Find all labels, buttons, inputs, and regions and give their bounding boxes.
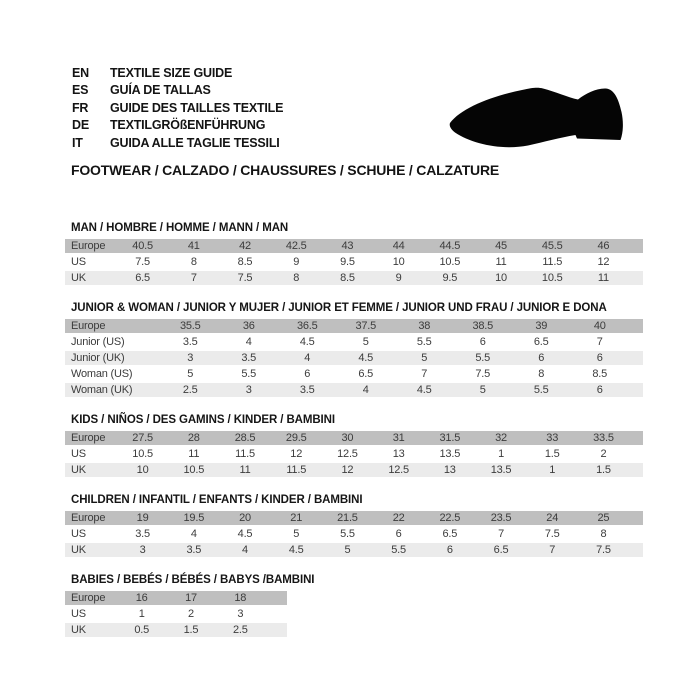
- size-cell: 28: [187, 432, 200, 444]
- size-cell: 1.5: [544, 448, 560, 460]
- size-cell: 6: [596, 352, 603, 364]
- size-cell: 5: [479, 384, 486, 396]
- section-children: [65, 494, 643, 557]
- row-label: US: [71, 528, 86, 540]
- size-cell: 8: [293, 272, 300, 284]
- size-cell: 5.5: [533, 384, 549, 396]
- size-row-europe: [65, 239, 643, 253]
- size-cell: 32: [495, 432, 507, 444]
- size-cell: 7.5: [237, 272, 253, 284]
- size-cell: 10.5: [183, 464, 205, 476]
- size-cell: 46: [597, 240, 610, 252]
- size-cell: 12: [597, 256, 610, 268]
- size-cell: 43: [341, 240, 354, 252]
- row-label: Woman (UK): [71, 384, 133, 396]
- lang-text: GUÍA DE TALLAS: [110, 83, 211, 98]
- size-cell: 4.5: [416, 384, 432, 396]
- size-cell: 6: [395, 528, 402, 540]
- size-cell: 2.5: [182, 384, 198, 396]
- lang-text: GUIDE DES TAILLES TEXTILE: [110, 100, 284, 115]
- lang-code: IT: [72, 135, 83, 150]
- size-cell: 1: [549, 464, 556, 476]
- size-cell: 29.5: [285, 432, 307, 444]
- size-cell: 8: [600, 528, 607, 540]
- size-cell: 9: [293, 256, 300, 268]
- size-cell: 12.5: [388, 464, 409, 476]
- size-cell: 5.5: [475, 352, 491, 364]
- size-cell: 3.5: [182, 336, 198, 348]
- size-cell: 0.5: [134, 624, 150, 636]
- size-tables: [65, 222, 643, 654]
- size-cell: 8.5: [592, 368, 608, 380]
- size-cell: 9.5: [340, 256, 355, 268]
- size-cell: 8.5: [340, 272, 355, 284]
- lang-line-de: [72, 117, 283, 135]
- size-cell: 16: [135, 592, 148, 604]
- size-cell: 40: [593, 320, 606, 332]
- size-cell: 41: [187, 240, 200, 252]
- size-cell: 7.5: [135, 256, 150, 268]
- size-table-babies: [65, 591, 287, 637]
- size-cell: 1: [498, 448, 504, 460]
- size-cell: 2: [188, 608, 194, 620]
- lang-line-en: [72, 64, 283, 82]
- section-babies: [65, 574, 643, 637]
- size-cell: 9: [395, 272, 402, 284]
- lang-code: EN: [72, 65, 89, 80]
- row-label: Europe: [71, 320, 106, 332]
- size-cell: 7: [190, 272, 197, 284]
- size-cell: 33.5: [593, 432, 614, 444]
- size-cell: 4.5: [288, 544, 304, 556]
- row-label: Europe: [71, 512, 106, 524]
- row-label: US: [71, 256, 86, 268]
- size-cell: 11: [188, 448, 200, 460]
- size-cell: 4: [190, 528, 197, 540]
- size-cell: 39: [535, 320, 548, 332]
- size-row-europe: [65, 431, 643, 445]
- size-row-europe: [65, 511, 643, 525]
- size-cell: 10.5: [439, 256, 461, 268]
- section-title-kids: KIDS / NIÑOS / DES GAMINS / KINDER / BAMBINI: [71, 414, 335, 426]
- size-row-woman-us: [65, 367, 643, 381]
- size-cell: 21: [290, 512, 303, 524]
- size-cell: 45.5: [541, 240, 563, 252]
- size-table-children: [65, 511, 643, 557]
- size-cell: 3: [187, 352, 194, 364]
- size-cell: 1: [138, 608, 145, 620]
- size-cell: 10: [392, 256, 405, 268]
- size-table-junior-woman: [65, 319, 643, 397]
- size-cell: 6: [596, 384, 603, 396]
- size-cell: 8: [190, 256, 197, 268]
- row-label: UK: [71, 544, 86, 556]
- category-title: FOOTWEAR / CALZADO / CHAUSSURES / SCHUHE / CALZATURE: [71, 162, 500, 178]
- size-cell: 12: [341, 464, 354, 476]
- size-cell: 9.5: [442, 272, 458, 284]
- language-title-block: [72, 64, 283, 152]
- row-label: Junior (US): [71, 336, 125, 348]
- lang-text: TEXTILGRÖßENFÜHRUNG: [110, 118, 266, 133]
- size-cell: 42: [239, 240, 251, 252]
- size-cell: 11: [597, 272, 609, 284]
- lang-text: TEXTILE SIZE GUIDE: [110, 65, 233, 80]
- size-cell: 3: [245, 384, 252, 396]
- size-cell: 5: [362, 336, 369, 348]
- size-cell: 6.5: [493, 544, 509, 556]
- size-cell: 4: [242, 544, 248, 556]
- size-cell: 28.5: [234, 432, 256, 444]
- size-cell: 19.5: [183, 512, 205, 524]
- row-label: Europe: [71, 592, 106, 604]
- size-cell: 7: [596, 336, 603, 348]
- section-title-children: CHILDREN / INFANTIL / ENFANTS / KINDER / BAMBINI: [71, 494, 363, 506]
- row-label: UK: [71, 624, 86, 636]
- size-cell: 7.5: [596, 544, 611, 556]
- size-cell: 3: [237, 608, 244, 620]
- size-cell: 2.5: [232, 624, 248, 636]
- section-title-babies: BABIES / BEBÉS / BÉBÉS / BABYS /BAMBINI: [71, 574, 315, 586]
- row-label: US: [71, 608, 86, 620]
- size-cell: 13.5: [490, 464, 512, 476]
- size-cell: 42.5: [285, 240, 307, 252]
- size-cell: 8: [538, 368, 545, 380]
- size-cell: 44.5: [439, 240, 461, 252]
- size-cell: 4.5: [299, 336, 315, 348]
- size-cell: 24: [546, 512, 559, 524]
- size-cell: 31.5: [439, 432, 461, 444]
- size-row-us: [65, 607, 287, 621]
- size-cell: 2: [600, 448, 607, 460]
- row-label: Woman (US): [71, 368, 133, 380]
- size-cell: 6.5: [135, 272, 150, 284]
- size-cell: 10: [495, 272, 507, 284]
- size-row-woman-uk: [65, 383, 643, 397]
- size-cell: 44: [392, 240, 405, 252]
- size-cell: 4: [245, 336, 252, 348]
- size-cell: 23.5: [490, 512, 512, 524]
- size-cell: 5.5: [340, 528, 355, 540]
- row-label: Europe: [71, 432, 106, 444]
- section-man: [65, 222, 643, 285]
- size-cell: 25: [597, 512, 610, 524]
- size-cell: 12: [290, 448, 303, 460]
- size-cell: 19: [136, 512, 149, 524]
- size-cell: 5.5: [416, 336, 432, 348]
- size-row-junior-us: [65, 335, 643, 349]
- size-cell: 12.5: [337, 448, 358, 460]
- size-cell: 11: [495, 256, 507, 268]
- size-cell: 13: [392, 448, 405, 460]
- size-cell: 8.5: [237, 256, 253, 268]
- section-kids: [65, 414, 643, 477]
- row-label: US: [71, 448, 86, 460]
- row-label: Junior (UK): [71, 352, 125, 364]
- size-table-man: [65, 239, 643, 285]
- size-cell: 7: [421, 368, 428, 380]
- size-cell: 6.5: [358, 368, 374, 380]
- size-cell: 33: [546, 432, 559, 444]
- size-cell: 10.5: [541, 272, 563, 284]
- size-cell: 5: [421, 352, 428, 364]
- size-cell: 20: [239, 512, 251, 524]
- shoe-silhouette-icon: [447, 62, 657, 154]
- size-cell: 5: [344, 544, 351, 556]
- size-cell: 6: [479, 336, 486, 348]
- size-row-uk: [65, 271, 643, 285]
- lang-code: ES: [72, 83, 89, 98]
- size-cell: 38: [418, 320, 431, 332]
- size-cell: 13.5: [439, 448, 461, 460]
- lang-line-es: [72, 82, 283, 100]
- lang-code: DE: [72, 118, 89, 133]
- size-cell: 6: [538, 352, 545, 364]
- size-cell: 22: [392, 512, 405, 524]
- size-cell: 11.5: [542, 256, 563, 268]
- size-cell: 22.5: [439, 512, 461, 524]
- size-cell: 6: [304, 368, 311, 380]
- size-cell: 1.5: [183, 624, 199, 636]
- size-cell: 13: [443, 464, 456, 476]
- size-cell: 6.5: [442, 528, 458, 540]
- size-cell: 38.5: [472, 320, 494, 332]
- size-cell: 45: [495, 240, 507, 252]
- size-cell: 3.5: [186, 544, 202, 556]
- size-cell: 5: [187, 368, 194, 380]
- size-cell: 31: [392, 432, 405, 444]
- size-cell: 10: [136, 464, 149, 476]
- size-cell: 36.5: [296, 320, 318, 332]
- size-row-uk: [65, 543, 643, 557]
- size-cell: 40.5: [132, 240, 153, 252]
- size-cell: 7: [498, 528, 504, 540]
- size-cell: 7: [549, 544, 556, 556]
- size-cell: 27.5: [132, 432, 153, 444]
- size-row-us: [65, 527, 643, 541]
- lang-text: GUIDA ALLE TAGLIE TESSILI: [110, 135, 280, 150]
- size-cell: 6: [446, 544, 453, 556]
- size-cell: 4: [304, 352, 311, 364]
- size-cell: 1.5: [596, 464, 611, 476]
- size-cell: 11.5: [235, 448, 255, 460]
- size-row-uk: [65, 623, 287, 637]
- size-cell: 7.5: [544, 528, 560, 540]
- size-row-junior-uk: [65, 351, 643, 365]
- size-cell: 35.5: [179, 320, 201, 332]
- size-cell: 4: [362, 384, 369, 396]
- size-cell: 3.5: [299, 384, 315, 396]
- size-cell: 5.5: [241, 368, 257, 380]
- size-row-europe: [65, 591, 287, 605]
- row-label: UK: [71, 272, 86, 284]
- size-cell: 30: [341, 432, 354, 444]
- size-row-uk: [65, 463, 643, 477]
- section-junior-woman: [65, 302, 643, 397]
- size-row-us: [65, 255, 643, 269]
- size-table-kids: [65, 431, 643, 477]
- section-title-man: MAN / HOMBRE / HOMME / MANN / MAN: [71, 222, 289, 234]
- size-cell: 11: [239, 464, 251, 476]
- size-cell: 4.5: [237, 528, 253, 540]
- size-cell: 10.5: [132, 448, 153, 460]
- size-row-us: [65, 447, 643, 461]
- size-cell: 5.5: [391, 544, 406, 556]
- size-cell: 17: [185, 592, 197, 604]
- size-cell: 37.5: [355, 320, 377, 332]
- row-label: UK: [71, 464, 86, 476]
- size-cell: 3.5: [135, 528, 150, 540]
- size-cell: 3: [139, 544, 146, 556]
- lang-line-it: [72, 134, 283, 152]
- section-title-junior-woman: JUNIOR & WOMAN / JUNIOR Y MUJER / JUNIOR ET FEMME / JUNIOR UND FRAU / JUNIOR E DONA: [71, 302, 607, 314]
- size-row-europe: [65, 319, 643, 333]
- size-cell: 6.5: [533, 336, 549, 348]
- size-cell: 36: [242, 320, 255, 332]
- size-cell: 11.5: [286, 464, 307, 476]
- lang-code: FR: [72, 100, 89, 115]
- size-cell: 18: [234, 592, 247, 604]
- size-cell: 4.5: [358, 352, 374, 364]
- row-label: Europe: [71, 240, 106, 252]
- size-cell: 7.5: [475, 368, 491, 380]
- size-cell: 5: [293, 528, 300, 540]
- lang-line-fr: [72, 99, 283, 117]
- size-cell: 21.5: [337, 512, 358, 524]
- size-cell: 3.5: [241, 352, 257, 364]
